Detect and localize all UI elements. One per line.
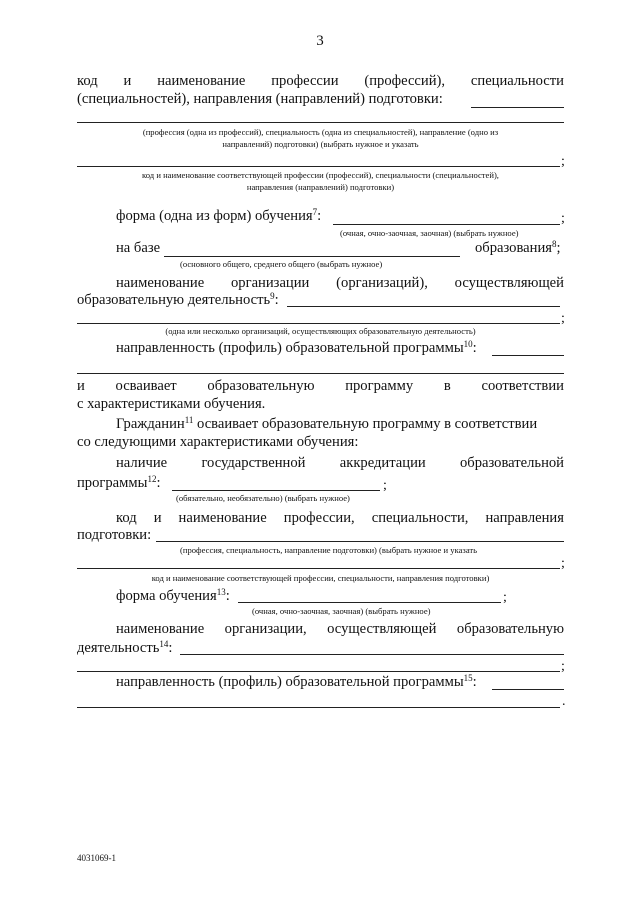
- period: .: [562, 694, 566, 709]
- word: осваивает: [115, 378, 177, 394]
- word: образовательную: [207, 378, 315, 394]
- footnote-14: 14: [159, 639, 169, 649]
- semicolon: ;: [561, 211, 565, 226]
- basis-end-text: образования: [475, 240, 552, 256]
- form-caption: (очная, очно-заочная, заочная) (выбрать нужное): [340, 228, 519, 238]
- basis-caption: (основного общего, среднего общего (выбрать нужное): [180, 259, 383, 269]
- code2-caption-2: код и наименование соответствующей профессии, специальности, направления подготовки): [151, 573, 490, 583]
- word: профессии: [271, 73, 339, 89]
- word: образовательную: [456, 621, 564, 637]
- org-line-1: [116, 275, 564, 292]
- code2-line-2: подготовки:: [77, 527, 152, 543]
- basis-input[interactable]: [164, 256, 460, 257]
- footnote-13: 13: [216, 587, 226, 597]
- citizen-word: Гражданин: [116, 416, 185, 432]
- org2-input[interactable]: [180, 654, 564, 655]
- accr-line-2-text: программы: [77, 475, 148, 491]
- word: код: [116, 510, 137, 526]
- word: и: [77, 378, 85, 394]
- word: специальности,: [371, 510, 469, 526]
- word: государственной: [201, 455, 306, 471]
- form-label: [116, 208, 321, 225]
- code2-caption: (профессия, специальность, направление подготовки) (выбрать нужное и указать: [180, 545, 478, 555]
- colon: :: [317, 208, 322, 224]
- semicolon: ;: [561, 659, 565, 674]
- profile2-label-text: направленность (профиль) образовательной программы: [116, 674, 464, 690]
- word: программу: [345, 378, 414, 394]
- word: код: [77, 73, 98, 89]
- word: образовательной: [460, 455, 564, 471]
- word: наименование: [116, 275, 205, 291]
- word: наименование: [116, 621, 205, 637]
- profile2-label: [116, 674, 477, 691]
- basis-label: на базе: [116, 240, 161, 256]
- semicolon: ;: [561, 556, 565, 571]
- word: осуществляющей: [327, 621, 437, 637]
- citizen-line-2: со следующими характеристиками обучения:: [77, 434, 359, 450]
- citizen-line-1: [116, 416, 537, 433]
- form-label-text: форма (одна из форм) обучения: [116, 208, 313, 224]
- word: и: [123, 73, 132, 89]
- master-line-1: [77, 378, 564, 395]
- code-caption-2: направлений) подготовки) (выбрать нужное и указать: [222, 139, 419, 149]
- word: осуществляющей: [454, 275, 564, 291]
- form2-caption: (очная, очно-заочная, заочная) (выбрать нужное): [252, 606, 431, 616]
- word: наименование: [157, 73, 246, 89]
- master-line-2: с характеристиками обучения.: [77, 396, 266, 412]
- colon: :: [225, 588, 230, 604]
- code2-input[interactable]: [156, 541, 564, 542]
- footnote-8: 8: [551, 239, 557, 249]
- form-input[interactable]: [333, 224, 560, 225]
- colon: :: [472, 340, 477, 356]
- org2-input-2[interactable]: [77, 671, 560, 672]
- citizen-rest: осваивает образовательную программу в соответствии: [193, 416, 538, 432]
- code2-input-2[interactable]: [77, 568, 560, 569]
- word: (профессий),: [364, 73, 446, 89]
- org-input[interactable]: [287, 306, 560, 307]
- footnote-15: 15: [463, 673, 473, 683]
- page-number: 3: [316, 33, 324, 49]
- semicolon: ;: [383, 478, 387, 493]
- code-line-2: [77, 91, 443, 108]
- colon: :: [274, 292, 279, 308]
- basis-end: [475, 240, 561, 257]
- profile-label-text: направленность (профиль) образовательной программы: [116, 340, 464, 356]
- semicolon: ;: [561, 154, 565, 169]
- accr-line-2: [77, 475, 161, 492]
- word: (организаций),: [336, 275, 428, 291]
- org-input-2[interactable]: [77, 323, 560, 324]
- word: наименование: [178, 510, 267, 526]
- accr-line-1: [116, 455, 564, 472]
- org2-line-1: [116, 621, 564, 638]
- word: аккредитации: [339, 455, 426, 471]
- semicolon: ;: [503, 590, 507, 605]
- word: наличие: [116, 455, 168, 471]
- word: специальности: [470, 73, 564, 89]
- word: и: [153, 510, 162, 526]
- code-caption-4: направления (направлений) подготовки): [246, 182, 395, 192]
- code-input-line[interactable]: [77, 122, 564, 123]
- colon: :: [168, 640, 173, 656]
- code-line-2-text: (специальностей), направления (направлений) подготовки:: [77, 91, 443, 107]
- org-caption: (одна или несколько организаций, осуществляющих образовательную деятельность): [165, 326, 476, 336]
- footnote-7: 7: [312, 207, 318, 217]
- org2-line-2-text: деятельность: [77, 640, 160, 656]
- accr-caption: (обязательно, необязательно) (выбрать нужное): [176, 493, 350, 503]
- colon: :: [472, 674, 477, 690]
- footnote-9: 9: [270, 291, 275, 301]
- form2-input[interactable]: [238, 602, 501, 603]
- semicolon: ;: [561, 311, 565, 326]
- code-caption-3: код и наименование соответствующей профессии (профессий), специальности (специальностей),: [142, 170, 499, 180]
- word: организации: [231, 275, 310, 291]
- profile-input-2[interactable]: [77, 373, 564, 374]
- profile2-input-2[interactable]: [77, 707, 560, 708]
- word: соответствии: [481, 378, 564, 394]
- word: профессии,: [283, 510, 355, 526]
- form2-label-text: форма обучения: [116, 588, 217, 604]
- code-input-line-2[interactable]: [77, 166, 560, 167]
- org-line-2-text: образовательную деятельность: [77, 292, 271, 308]
- word: в: [443, 378, 451, 394]
- document-code: 4031069-1: [77, 853, 116, 863]
- form2-label: [116, 588, 230, 605]
- footnote-12: 12: [147, 474, 157, 484]
- word: организации,: [224, 621, 307, 637]
- profile2-input[interactable]: [492, 689, 564, 690]
- semicolon: ;: [556, 240, 561, 256]
- org2-line-2: [77, 640, 172, 657]
- profile-input[interactable]: [492, 355, 564, 356]
- word: направления: [485, 510, 564, 526]
- code-line-1: [77, 73, 564, 90]
- accr-input[interactable]: [172, 490, 380, 491]
- footnote-10: 10: [463, 339, 473, 349]
- profile-label: [116, 340, 477, 357]
- code-input-field[interactable]: [471, 107, 564, 108]
- colon: :: [156, 475, 161, 491]
- code2-line-1: [116, 510, 564, 527]
- org-line-2: [77, 292, 279, 309]
- code-caption-1: (профессия (одна из профессий), специальность (одна из специальностей), направление (одно из: [142, 127, 499, 137]
- footnote-11: 11: [184, 415, 194, 425]
